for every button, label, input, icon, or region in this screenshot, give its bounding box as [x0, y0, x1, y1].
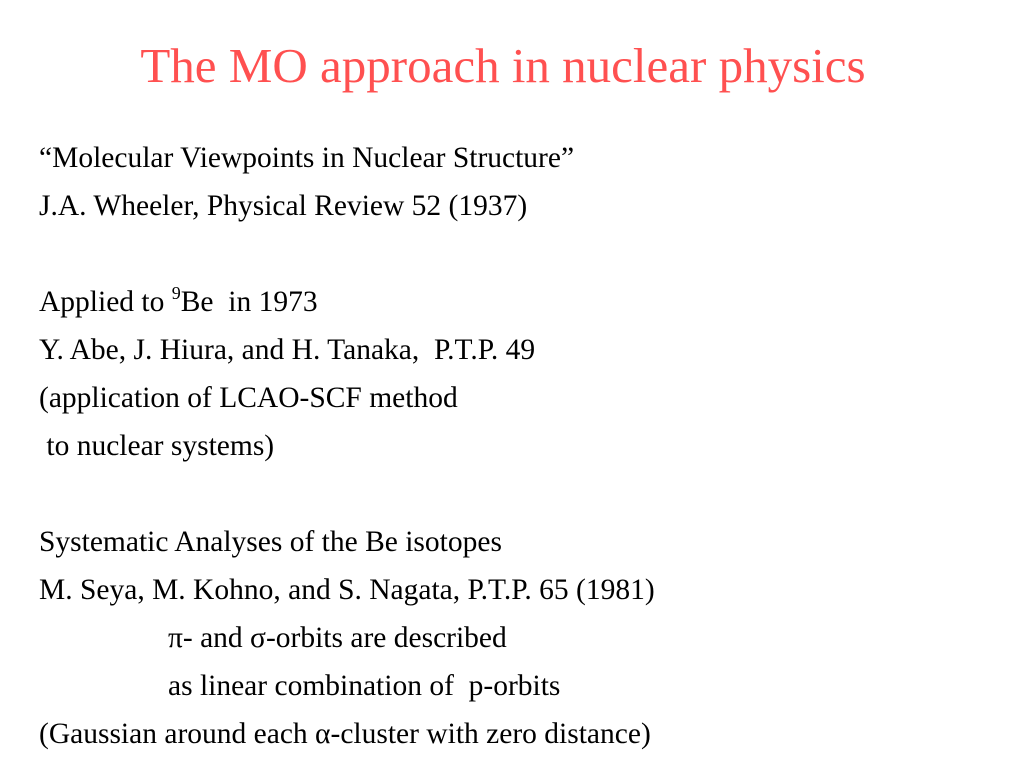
wheeler-citation: J.A. Wheeler, Physical Review 52 (1937): [39, 190, 528, 222]
applied-prefix: Applied to: [39, 286, 172, 318]
isotope-symbol: Be: [180, 286, 214, 318]
abe-note-line1: (application of LCAO-SCF method: [39, 382, 458, 414]
applied-to-line: [39, 278, 1009, 326]
seya-citation: M. Seya, M. Kohno, and S. Nagata, P.T.P. 65 (1981): [39, 574, 655, 606]
seya-detail-gaussian: (Gaussian around each α-cluster with zero distance): [39, 718, 651, 750]
blank-line: [39, 470, 1009, 518]
seya-detail-combination: as linear combination of p-orbits: [168, 670, 561, 702]
slide-body: [39, 134, 1009, 758]
blank-line: [39, 230, 1009, 278]
abe-citation: Y. Abe, J. Hiura, and H. Tanaka, P.T.P. 49: [39, 334, 536, 366]
wheeler-paper-title: “Molecular Viewpoints in Nuclear Structure”: [39, 142, 575, 174]
seya-detail-orbits: π- and σ-orbits are described: [168, 622, 507, 654]
abe-note-line2: to nuclear systems): [39, 430, 275, 462]
isotope-mass-number: 9: [171, 283, 181, 303]
slide-title: The MO approach in nuclear physics: [140, 38, 866, 93]
applied-year: in 1973: [213, 286, 318, 318]
seya-heading: Systematic Analyses of the Be isotopes: [39, 526, 502, 558]
